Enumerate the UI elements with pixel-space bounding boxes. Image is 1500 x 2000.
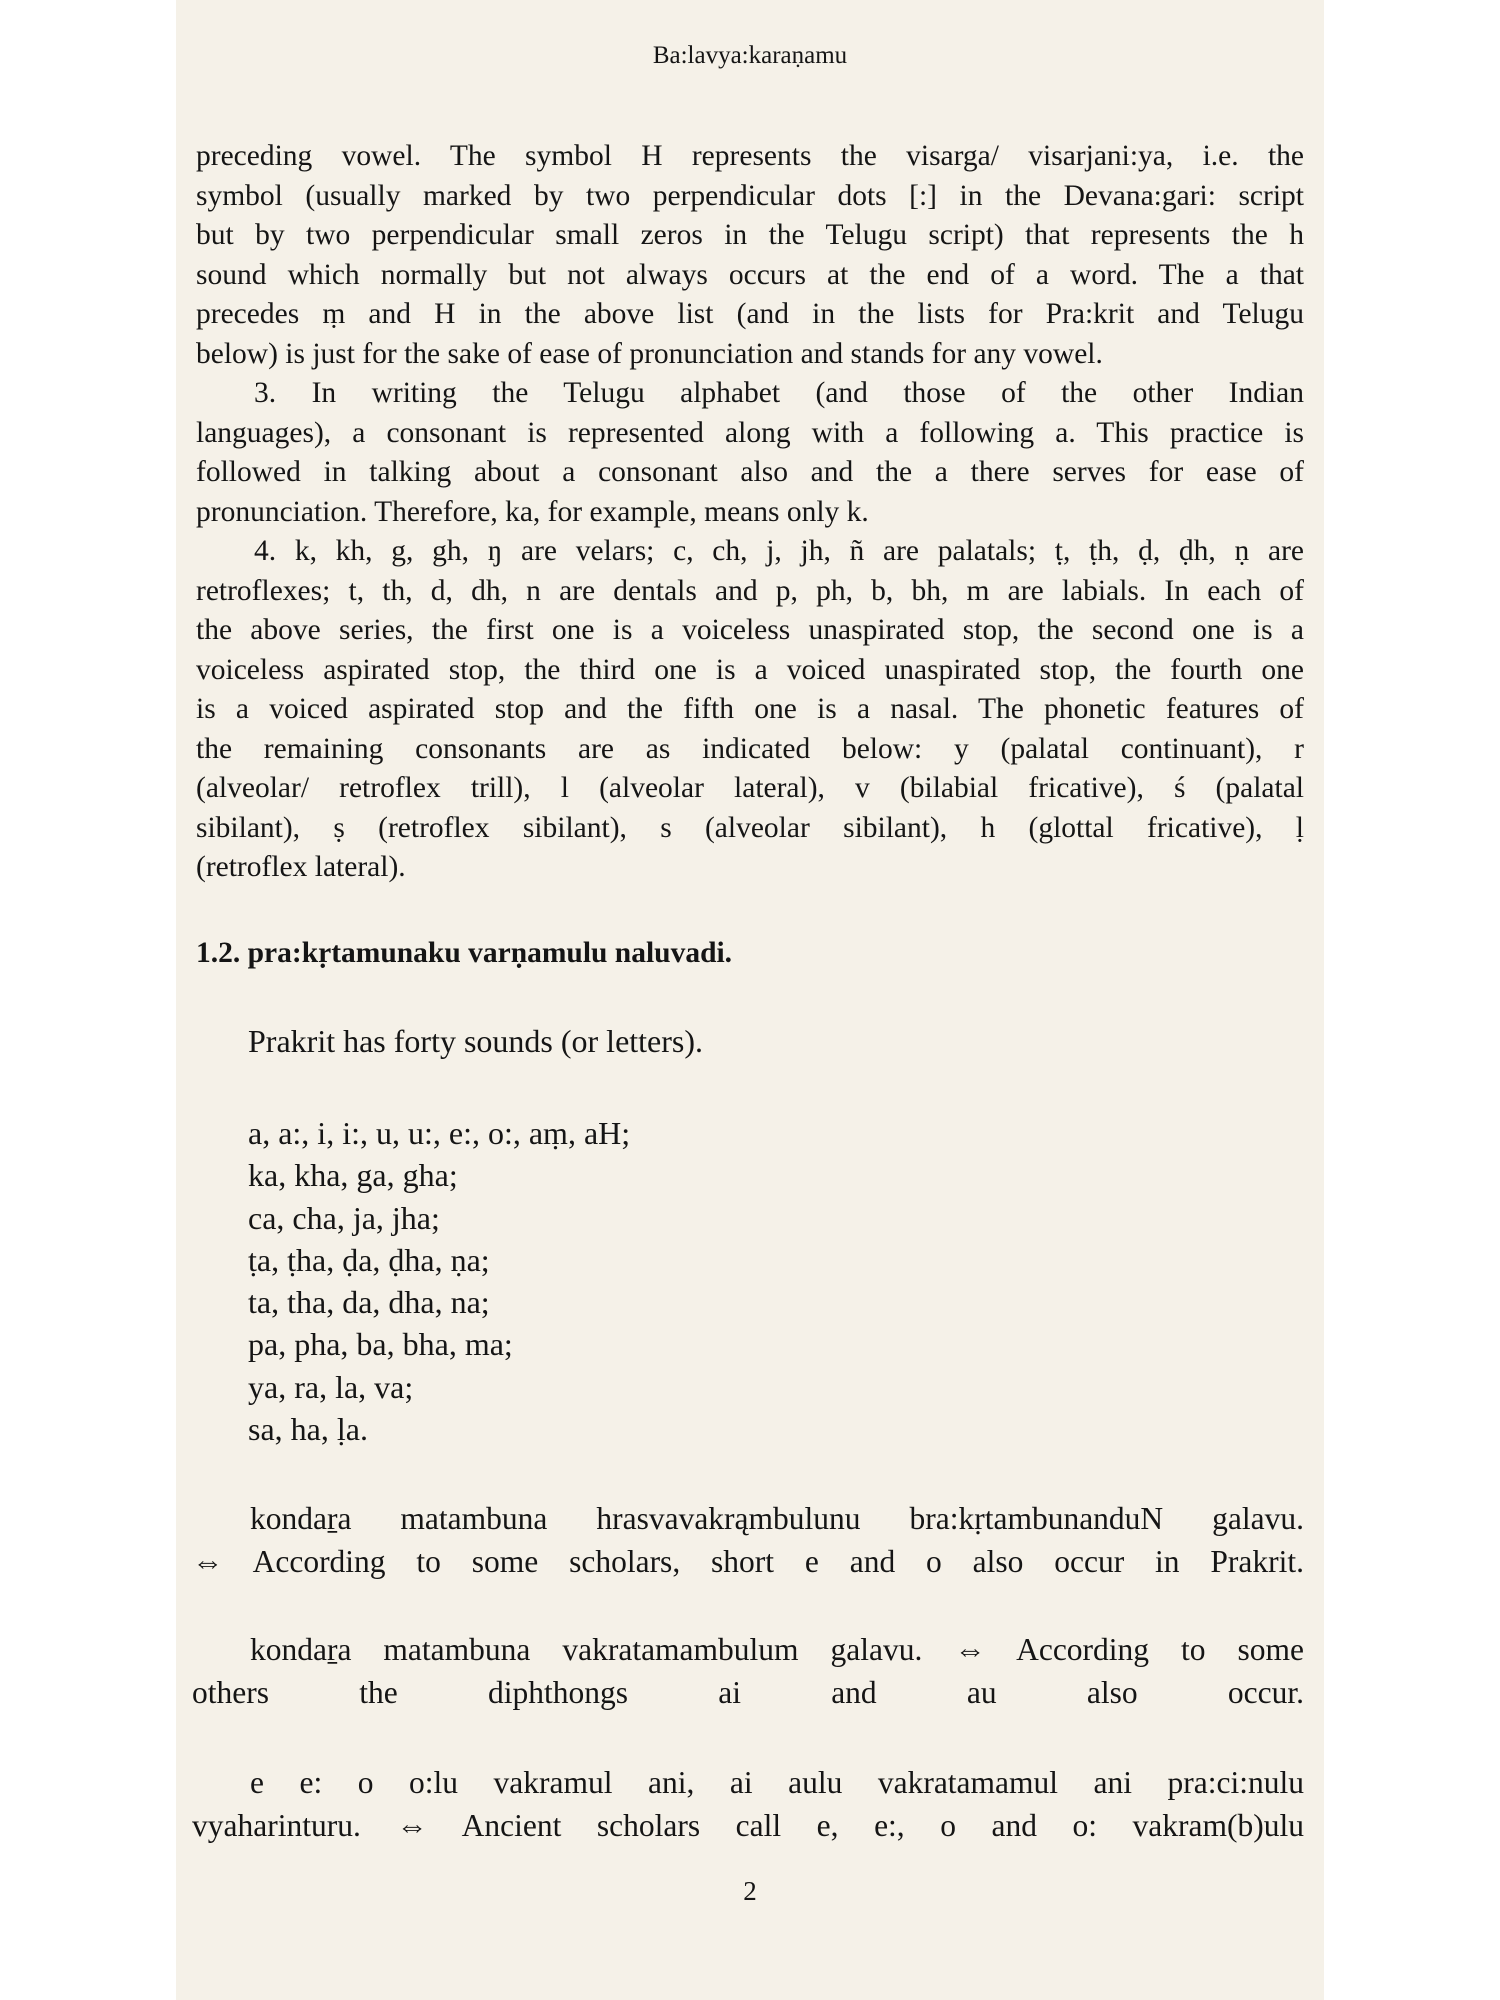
text-line-19: (retroflex lateral). [196, 851, 406, 883]
paragraph-3-line-2: vyaharinturu. ⇔ Ancient scholars call e, e:, o and o: vakram(b)ulu [192, 1808, 1304, 1843]
letter-row: ya, ra, la, va; [248, 1368, 414, 1405]
page-number: 2 [743, 1876, 757, 1906]
letter-row: ta, tha, da, dha, na; [248, 1284, 490, 1321]
paragraph-2-line-2: others the diphthongs ai and au also occur. [192, 1675, 1304, 1710]
letter-row: ca, cha, ja, jha; [248, 1199, 440, 1236]
text-line-5: precedes ṃ and H in the above list (and in the lists for Pra:krit and Telugu [196, 298, 1304, 330]
text-line-11: 4. k, kh, g, gh, ŋ are velars; c, ch, j, jh, ñ are palatals; ṭ, ṭh, ḍ, ḍh, ṇ are [254, 535, 1304, 567]
running-header: Ba:lavya:karaṇamu [652, 42, 848, 69]
paragraph-3-line-1: e e: o o:lu vakramul ani, ai aulu vakratamamul ani pra:ci:nulu [250, 1765, 1304, 1800]
text-line-10: pronunciation. Therefore, ka, for example, means only k. [196, 495, 869, 528]
text-line-13: the above series, the first one is a voiceless unaspirated stop, the second one is a [196, 614, 1304, 646]
letter-row: a, a:, i, i:, u, u:, e:, o:, aṃ, aH; [248, 1115, 631, 1151]
letter-list [248, 1112, 630, 1450]
letter-row: ṭa, ṭha, ḍa, ḍha, ṇa; [248, 1241, 490, 1278]
text-line-3: but by two perpendicular small zeros in the Telugu script) that represents the h [196, 219, 1304, 251]
text-line-8: languages), a consonant is represented along with a following a. This practice is [196, 416, 1304, 449]
text-line-17: (alveolar/ retroflex trill), l (alveolar lateral), v (bilabial fricative), ś (palatal [196, 772, 1304, 804]
text-line-1: preceding vowel. The symbol H represents the visarga/ visarjani:ya, i.e. the [196, 140, 1304, 172]
letter-row: pa, pha, ba, bha, ma; [248, 1326, 513, 1363]
text-line-18: sibilant), ṣ (retroflex sibilant), s (alveolar sibilant), h (glottal fricative), ḷ [196, 811, 1304, 844]
letter-row: sa, ha, ḷa. [248, 1411, 368, 1448]
book-page [176, 0, 1324, 2000]
text-line-4: sound which normally but not always occurs at the end of a word. The a that [196, 258, 1304, 291]
text-line-2: symbol (usually marked by two perpendicular dots [:] in the Devana:gari: script [196, 179, 1304, 212]
text-line-7: 3. In writing the Telugu alphabet (and those of the other Indian [254, 377, 1304, 409]
section-heading: 1.2. pra:kṛtamunaku varṇamulu naluvadi. [196, 937, 733, 969]
text-line-6: below) is just for the sake of ease of pronunciation and stands for any vowel. [196, 337, 1103, 370]
text-line-16: the remaining consonants are as indicated below: y (palatal continuant), r [196, 732, 1304, 765]
paragraph-1-line-2: ⇔ According to some scholars, short e and o also occur in Prakrit. [192, 1544, 1304, 1579]
text-line-15: is a voiced aspirated stop and the fifth one is a nasal. The phonetic features of [196, 693, 1304, 725]
paragraph-1-line-1: kondaṟa matambuna hrasvavakrąmbulunu bra:kṛtambunanduN galavu. [250, 1501, 1304, 1536]
letter-row: ka, kha, ga, gha; [248, 1157, 458, 1194]
text-line-14: voiceless aspirated stop, the third one is a voiced unaspirated stop, the fourth one [196, 653, 1304, 686]
text-line-12: retroflexes; t, th, d, dh, n are dentals and p, ph, b, bh, m are labials. In each of [196, 574, 1304, 607]
intro-sentence: Prakrit has forty sounds (or letters). [248, 1023, 704, 1059]
paragraph-2-line-1: kondaṟa matambuna vakratamambulum galavu. ⇔ According to some [250, 1632, 1304, 1667]
text-line-9: followed in talking about a consonant also and the a there serves for ease of [196, 456, 1304, 488]
